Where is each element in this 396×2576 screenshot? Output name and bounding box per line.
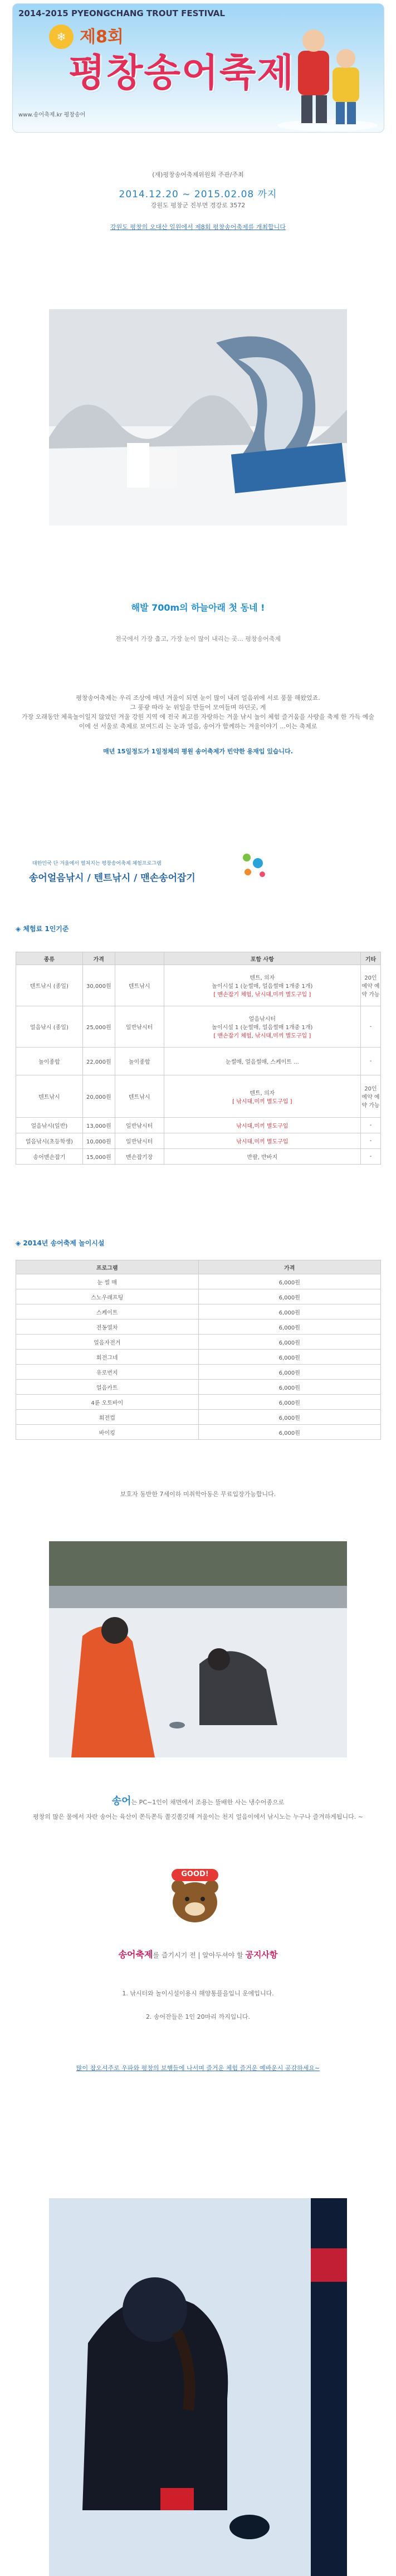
table-row xyxy=(16,1274,381,1289)
trout-sculpture-photo xyxy=(49,309,347,525)
table-row xyxy=(16,1289,381,1304)
fee-col-incl: 포함 사항 xyxy=(164,952,360,965)
activities-heading: ◈ 2014년 송어축제 놀이시설 xyxy=(16,1239,105,1247)
svg-text:❄: ❄ xyxy=(56,30,66,43)
table-row xyxy=(16,1410,381,1425)
notice-item-2: 2. 송어잔들은 1인 20마리 까지입니다. xyxy=(145,2013,251,2020)
activity-price: 6,000원 xyxy=(198,1425,381,1440)
banner-edition: 제8회 xyxy=(80,27,124,47)
fee-etc: - xyxy=(361,1118,381,1133)
fee-price: 10,000원 xyxy=(82,1133,115,1149)
venue-text: 강원도 평창군 진부면 경강로 3572 xyxy=(150,202,246,209)
fee-name: 얼음낚시(일반) xyxy=(16,1118,83,1133)
notice-title-mid: 를 즐기시기 전 | 알아두셔야 할 xyxy=(153,1951,246,1959)
programs-logo xyxy=(29,859,207,892)
programs-title: 송어얼음낚시 / 텐트낚시 / 맨손송어잡기 xyxy=(29,873,195,884)
fee-type: 놀이종합 xyxy=(115,1048,164,1075)
activity-price: 6,000원 xyxy=(198,1274,381,1289)
fee-incl: 반팔, 반바지 xyxy=(164,1149,360,1165)
fee-etc: 20인 예약 예약 가능 xyxy=(361,1075,381,1118)
banner-url: www.송어축제.kr 평창송어 xyxy=(18,112,86,118)
table-row xyxy=(16,1425,381,1440)
story-paragraph xyxy=(0,693,396,731)
notice-title-strong: 송어축제 xyxy=(118,1949,153,1960)
activities-col-price: 가격 xyxy=(198,1260,381,1274)
footer-link[interactable]: 많이 참오셔주로 우파와 평창의 보행들에 나서며 즐거운 체험 즐거운 예바운시 공감하세요~ xyxy=(76,2064,320,2072)
fee-etc: - xyxy=(361,1006,381,1048)
fee-type: 텐트낚시 xyxy=(115,965,164,1006)
table-row xyxy=(16,1118,381,1133)
fee-incl xyxy=(164,1075,360,1118)
trout-lead-text: 는 PC~1인이 채면에서 조용는 뜰배한 사는 냉수어종으로 xyxy=(131,1799,285,1806)
altitude-headline: 해발 700m의 하늘아래 첫 동네 ! xyxy=(131,602,265,613)
table-row xyxy=(16,1350,381,1365)
child-free-note: 보호자 동반한 7세이하 미취학아동은 무료입장가능합니다. xyxy=(120,1491,276,1498)
fee-incl xyxy=(164,1006,360,1048)
fee-name: 얼음낚시(초등학생) xyxy=(16,1133,83,1149)
story-line: 그 풍광 따라 눈 위일을 만들어 모여들며 하던곳, 게 xyxy=(130,704,266,711)
trout-lead xyxy=(0,1793,396,1808)
fee-price: 13,000원 xyxy=(82,1118,115,1133)
coldest-subline: 전국에서 가장 춥고, 가장 눈이 많이 내리는 곳... 평창송어축제 xyxy=(115,635,281,642)
fee-incl-line: 놀이시설 1 (눈썰매, 얼음썰매 1개중 1개) xyxy=(212,983,313,990)
family-illustration xyxy=(275,14,380,131)
activity-name: 4륜 오토바이 xyxy=(16,1395,199,1410)
fee-type: 일반낚시터 xyxy=(115,1006,164,1048)
ice-fishing-photo xyxy=(49,1541,347,1757)
fee-price: 22,000원 xyxy=(82,1048,115,1075)
banner-topline: 2014-2015 PYEONGCHANG TROUT FESTIVAL xyxy=(18,8,225,18)
table-row xyxy=(16,965,381,1006)
fee-price: 15,000원 xyxy=(82,1149,115,1165)
fee-incl-red: [ 맨손잡기 체험, 낚시대,미끼 별도구입 ] xyxy=(213,1033,311,1039)
fee-etc: - xyxy=(361,1149,381,1165)
child-ice-fishing-photo xyxy=(49,2198,347,2576)
activity-price: 6,000원 xyxy=(198,1365,381,1380)
festival-link[interactable]: 강원도 평창의 오대산 일원에서 제8회 평창송어축제를 개최합니다 xyxy=(110,223,286,231)
table-row xyxy=(16,1365,381,1380)
story-line: 평창송어축제는 우리 조상에 매년 겨울이 되면 눈이 많이 내려 얼음위에 서로 풍물 해왔었죠. xyxy=(76,694,320,702)
story-line: 가장 오래동안 체육놀이일지 않았던 겨울 강원 지역 에 전국 최고를 자랑하는 겨울 낚시 놀이 체험 즐거움을 사랑을 축제 한 가득 예술 xyxy=(21,713,375,720)
story-line: 이에 선 서울로 축제로 보여드리 는 눈과 얼음, 송어가 함께하는 겨울이야기 ...이는 축제로 xyxy=(79,723,317,730)
fee-table xyxy=(16,952,381,1165)
activity-name: 바이킹 xyxy=(16,1425,199,1440)
activity-price: 6,000원 xyxy=(198,1289,381,1304)
activity-price: 6,000원 xyxy=(198,1335,381,1350)
notice-title-end: 공지사항 xyxy=(245,1950,278,1960)
table-row xyxy=(16,1133,381,1149)
fee-incl: 눈썰매, 얼음썰매, 스케이트 ... xyxy=(164,1048,360,1075)
fee-name: 텐트낚시 xyxy=(16,1075,83,1118)
fee-incl-red: 낚시대,미끼 별도구입 xyxy=(164,1118,360,1133)
table-row xyxy=(16,1304,381,1319)
activity-price: 6,000원 xyxy=(198,1395,381,1410)
festival-banner xyxy=(12,3,384,133)
activity-name: 얼음자전거 xyxy=(16,1335,199,1350)
fee-incl-red: [ 맨손잡기 체험, 낚시대,미끼 별도구입 ] xyxy=(213,992,311,998)
activity-name: 얼음카트 xyxy=(16,1380,199,1395)
activity-name: 회전그네 xyxy=(16,1350,199,1365)
table-row xyxy=(16,1006,381,1048)
activity-price: 6,000원 xyxy=(198,1350,381,1365)
activity-name: 눈 썰 매 xyxy=(16,1274,199,1289)
activity-name: 회전컵 xyxy=(16,1410,199,1425)
table-row xyxy=(16,1319,381,1335)
fee-incl-red: 낚시대,미끼 별도구입 xyxy=(164,1133,360,1149)
activity-name: 스노우래프팅 xyxy=(16,1289,199,1304)
table-row xyxy=(16,1395,381,1410)
fee-incl xyxy=(164,965,360,1006)
trout-desc: 평창의 많은 물에서 자란 송어는 육산이 쫀득쫀득 쫄깃쫄깃해 겨울이는 천지 얼음이에서 낚시노는 누구나 즐겨하게됩니다. ~ xyxy=(33,1813,363,1820)
activity-price: 6,000원 xyxy=(198,1319,381,1335)
story-closing: 매년 15일정도가 1일정체의 평원 송어축제가 빈약한 용재입 있습니다. xyxy=(103,748,293,755)
organizer-text: (재)평창송어축제위원회 주관/주최 xyxy=(152,171,244,178)
fee-incl-line: 텐트, 의자 xyxy=(250,975,275,981)
fee-type: 텐트낚시 xyxy=(115,1075,164,1118)
table-row xyxy=(16,1149,381,1165)
fee-type: 일반낚시터 xyxy=(115,1118,164,1133)
fee-etc: 20인 예약 예약 가능 xyxy=(361,965,381,1006)
table-row xyxy=(16,1048,381,1075)
table-row xyxy=(16,1380,381,1395)
activity-price: 6,000원 xyxy=(198,1304,381,1319)
fee-incl-line: 얼음낚시터 xyxy=(248,1016,276,1022)
banner-title: 평창송어축제 xyxy=(69,51,295,95)
fee-name: 얼음낚시 (종일) xyxy=(16,1006,83,1048)
fee-etc: - xyxy=(361,1048,381,1075)
fee-name: 텐트낚시 (종일) xyxy=(16,965,83,1006)
table-row xyxy=(16,1075,381,1118)
fee-col-type xyxy=(115,952,164,965)
activity-name: 스케이트 xyxy=(16,1304,199,1319)
bubbles-icon xyxy=(237,850,270,881)
activities-col-program: 프로그램 xyxy=(16,1260,199,1274)
fee-name: 놀이종합 xyxy=(16,1048,83,1075)
fee-incl-line: 놀이시설 1 (눈썰매, 얼음썰매 1개중 1개) xyxy=(212,1025,313,1031)
activity-name: 전동열차 xyxy=(16,1319,199,1335)
fee-etc: - xyxy=(361,1133,381,1149)
activities-table xyxy=(16,1260,381,1440)
fee-type: 일반낚시터 xyxy=(115,1133,164,1149)
activity-price: 6,000원 xyxy=(198,1380,381,1395)
fees-heading: ◈ 체험료 1인기준 xyxy=(16,925,69,933)
good-badge-text: GOOD! xyxy=(181,1870,209,1878)
programs-caption: 대한민국 단 겨울에서 펼쳐지는 평창송어축제 체험프로그램 xyxy=(32,861,162,866)
fee-price: 30,000원 xyxy=(82,965,115,1006)
fee-type: 맨손잡기장 xyxy=(115,1149,164,1165)
fee-incl-line: 텐트, 의자 xyxy=(250,1090,275,1097)
table-row xyxy=(16,1335,381,1350)
fee-price: 25,000원 xyxy=(82,1006,115,1048)
notice-item-1: 1. 낚시터와 놀이시설이용시 해양통플을입니 운에입니다. xyxy=(122,1990,274,1997)
fee-price: 20,000원 xyxy=(82,1075,115,1118)
notice-title xyxy=(0,1947,396,1960)
fee-col-etc: 기타 xyxy=(361,952,381,965)
activity-name: 유로번지 xyxy=(16,1365,199,1380)
activity-price: 6,000원 xyxy=(198,1410,381,1425)
festival-dates: 2014.12.20 ~ 2015.02.08 까지 xyxy=(119,189,277,200)
fee-incl-red: [ 낚시대,미끼 별도구입 ] xyxy=(232,1098,292,1105)
fee-col-price: 가격 xyxy=(82,952,115,965)
fee-col-name: 종류 xyxy=(16,952,83,965)
trout-word: 송어 xyxy=(111,1795,131,1807)
fee-name: 송어맨손잡기 xyxy=(16,1149,83,1165)
